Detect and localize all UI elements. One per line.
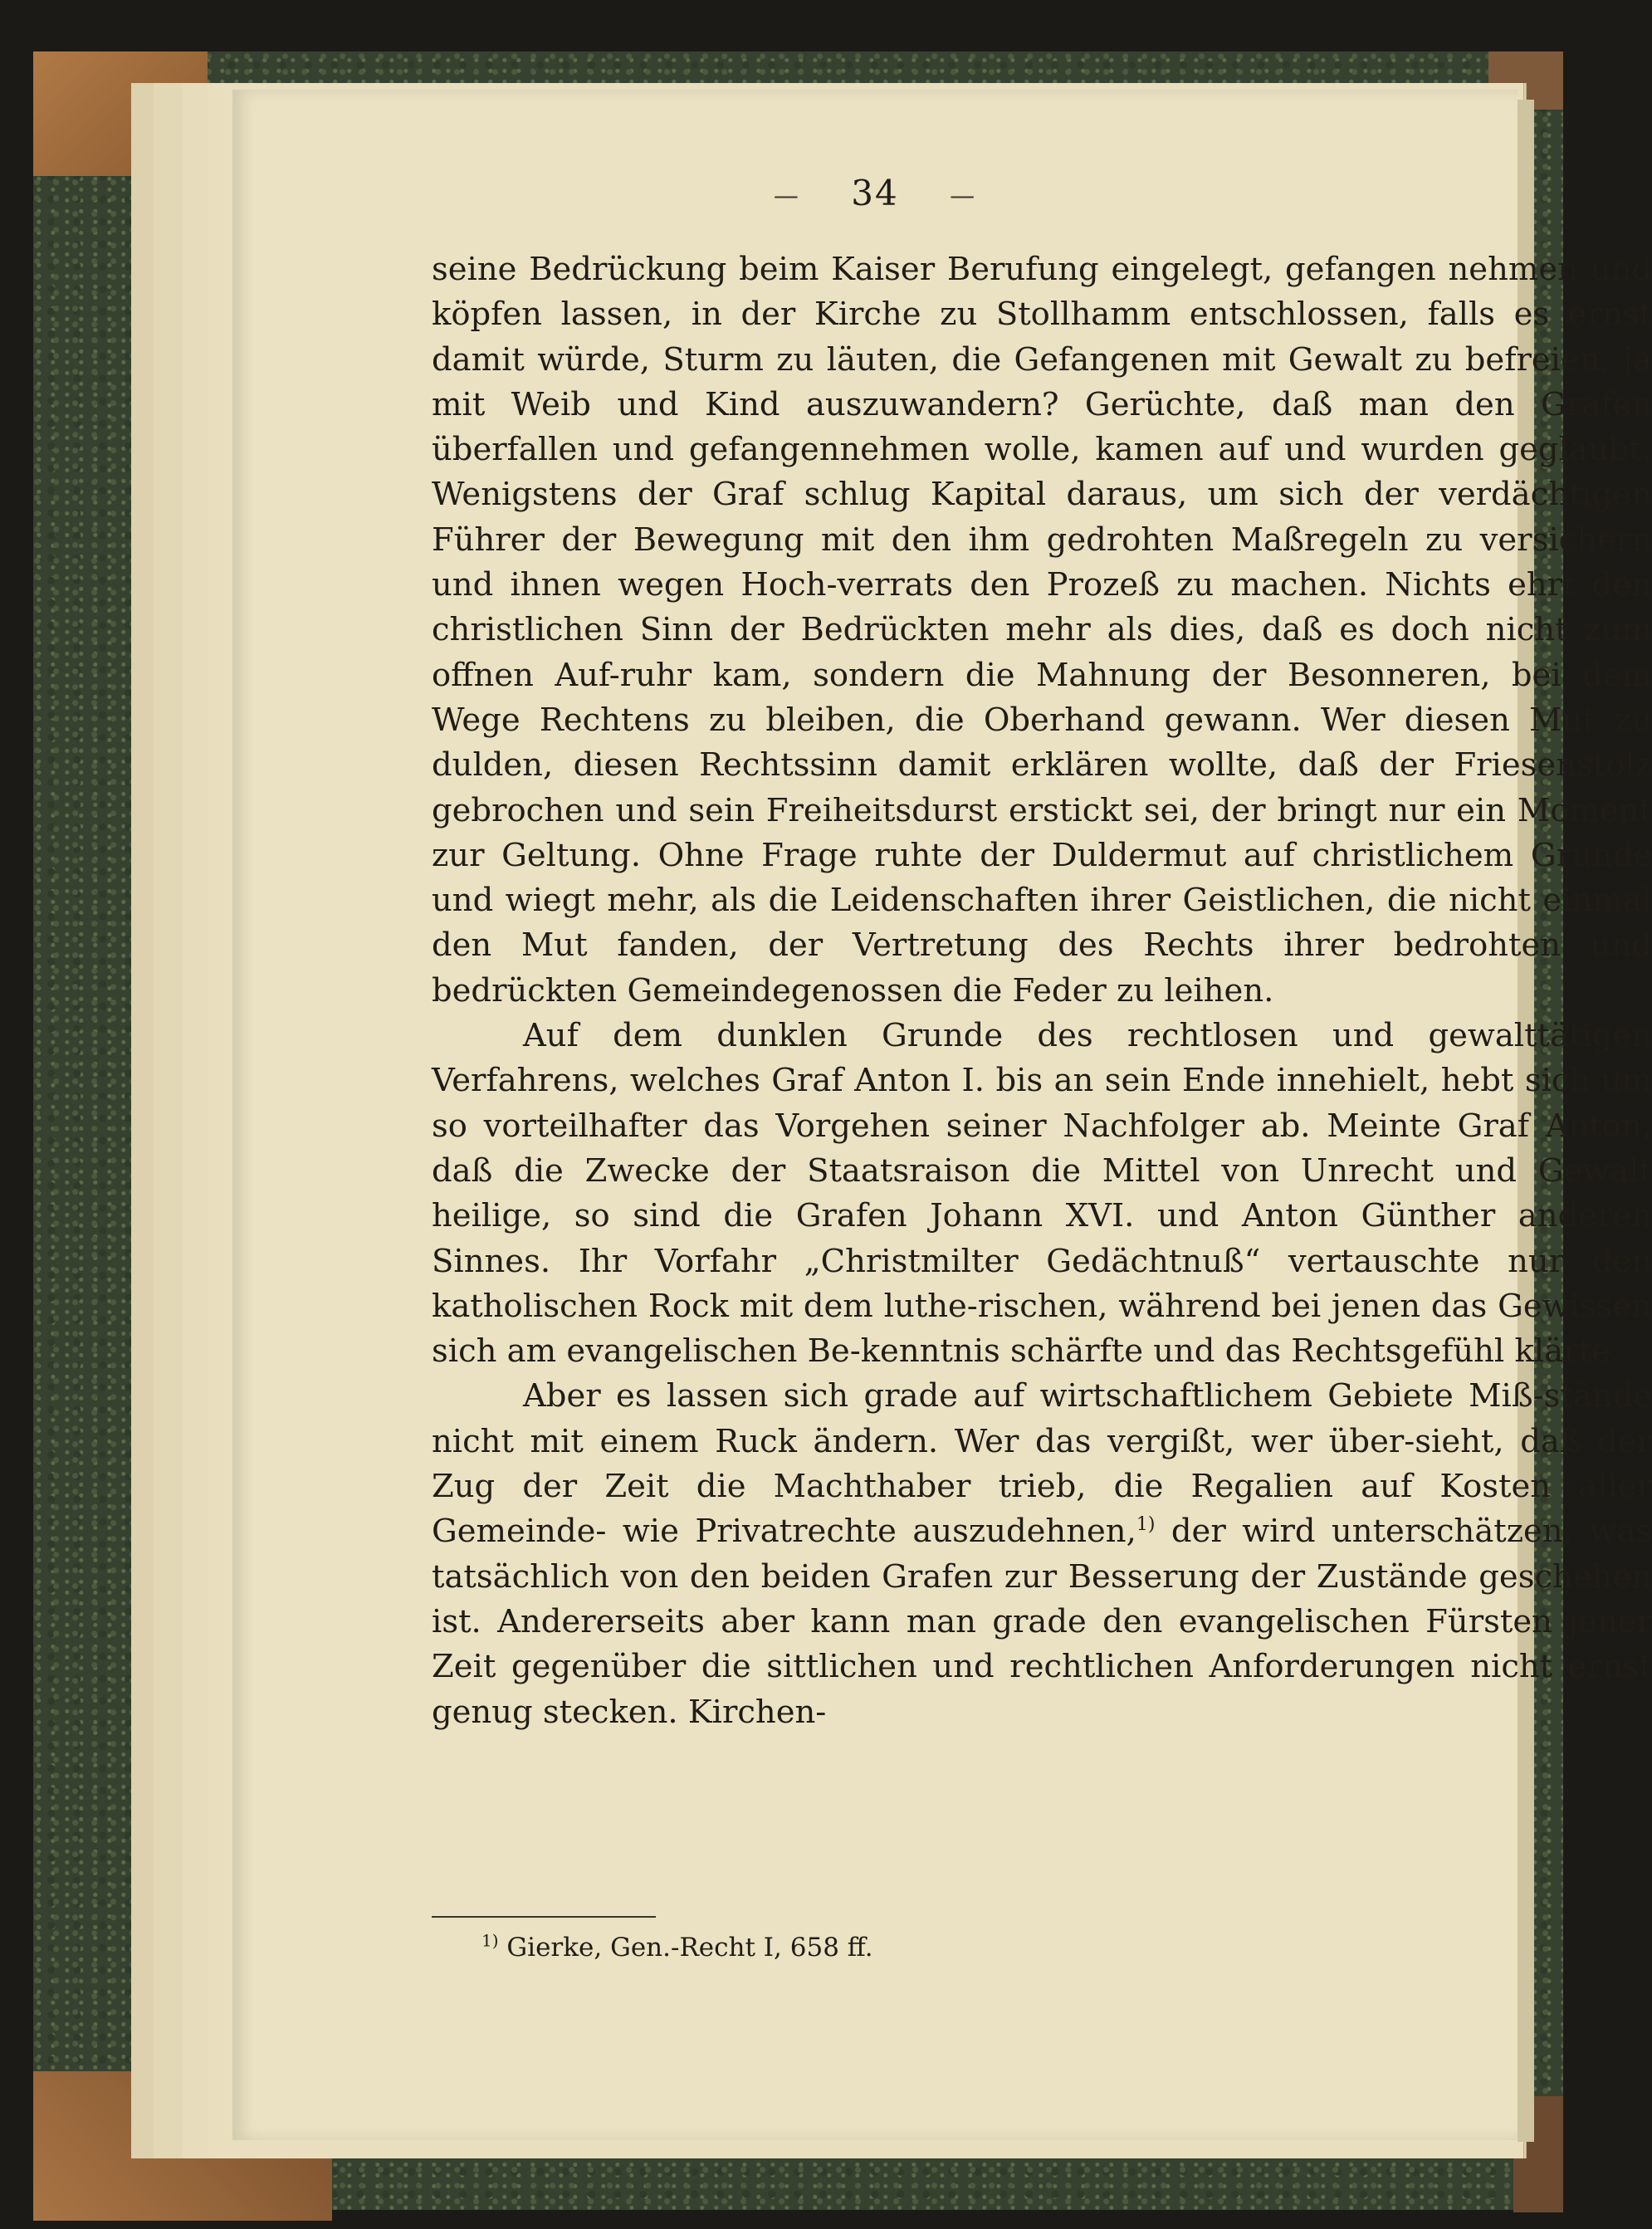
- paragraph-text: der wird unterschätzen, was tatsächlich von den beiden Grafen zur Besserung der Zustände geschehen ist. Andererseits aber kann man grade den evangelischen Fürsten jener Zeit gegenüber die sittlichen und rechtlichen Anforderungen nicht ernst genug stecken. Kirchen-: [432, 1513, 1652, 1731]
- header-dash-left: —: [773, 181, 800, 211]
- footnote-reference: 1): [1136, 1514, 1156, 1536]
- paragraph-text: Auf dem dunklen Grunde des rechtlosen und gewalttätigen Verfahrens, welches Graf Anton I. bis an sein Ende innehielt, hebt sich um so vorteilhafter das Vorgehen seiner Nachfolger ab. Meinte Graf Anton, daß die Zwecke der Staatsraison die Mittel von Unrecht und Gewalt heilige, so sind die Grafen Johann XVI. und Anton Günther anderen Sinnes. Ihr Vorfahr „Christmilter Gedächtnuß“ vertauschte nur den katholischen Rock mit dem luthe-rischen, während bei jenen das Gewissen sich am evangelischen Be-kenntnis schärfte und das Rechtsgefühl klärte.: [432, 1017, 1652, 1371]
- page-header: [232, 173, 1518, 213]
- footnote-rule: [432, 1916, 656, 1918]
- paragraph-text: Aber es lassen sich grade auf wirtschaftlichem Gebiete Miß-stände nicht mit einem Ruck ändern. Wer das vergißt, wer über-sieht, daß der Zug der Zeit die Machthaber trieb, die Regalien auf Kosten aller Gemeinde- wie Privatrechte auszudehnen,: [432, 1377, 1652, 1551]
- paragraph-text: seine Bedrückung beim Kaiser Berufung eingelegt, gefangen nehmen und köpfen lassen, in der Kirche zu Stollhamm entschlossen, falls es ernst damit würde, Sturm zu läuten, die Gefangenen mit Gewalt zu befreien, ja mit Weib und Kind auszuwandern? Gerüchte, daß man den Grafen überfallen und gefangennehmen wolle, kamen auf und wurden geglaubt. Wenigstens der Graf schlug Kapital daraus, um sich der verdächtigen Führer der Bewegung mit den ihm gedrohten Maßregeln zu versichern und ihnen wegen Hoch-verrats den Prozeß zu machen. Nichts ehrt den christlichen Sinn der Bedrückten mehr als dies, daß es doch nicht zum offnen Auf-ruhr kam, sondern die Mahnung der Besonneren, bei dem Wege Rechtens zu bleiben, die Oberhand gewann. Wer diesen Mut zu dulden, diesen Rechtssinn damit erklären wollte, daß der Friesenstolz gebrochen und sein Freiheitsdurst erstickt sei, der bringt nur ein Moment zur Geltung. Ohne Frage ruhte der Duldermut auf christlichem Grunde und wiegt mehr, als die Leidenschaften ihrer Geistlichen, die nicht einmal den Mut fanden, der Vertretung des Rechts ihrer bedrohten und bedrückten Gemeindegenossen die Feder zu leihen.: [432, 251, 1652, 1009]
- footnote: [481, 1931, 873, 1964]
- page-number: 34: [851, 173, 899, 213]
- body-text: [432, 247, 1652, 1735]
- footnote-mark: 1): [481, 1930, 499, 1951]
- paragraph: [432, 1374, 1652, 1734]
- header-dash-right: —: [950, 181, 977, 211]
- footnote-text: Gierke, Gen.-Recht I, 658 ff.: [498, 1933, 873, 1963]
- book-page: [232, 90, 1652, 2140]
- paragraph: [432, 247, 1652, 1014]
- paragraph: [432, 1014, 1652, 1374]
